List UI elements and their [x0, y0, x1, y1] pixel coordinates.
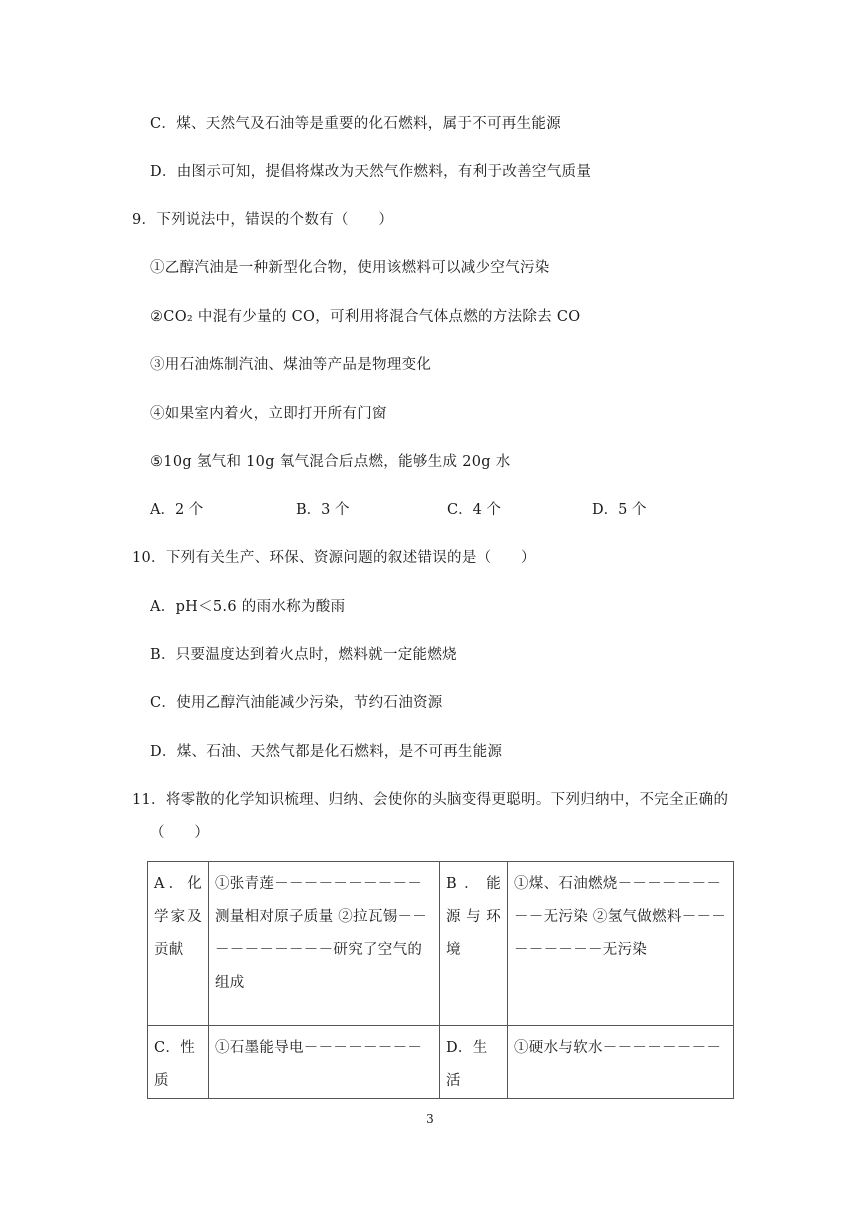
page-number: 3 — [426, 1112, 434, 1126]
q10-option-b: B．只要温度达到着火点时，燃料就一定能燃烧 — [150, 647, 457, 663]
q10-option-d: D．煤、石油、天然气都是化石燃料，是不可再生能源 — [150, 744, 503, 760]
q9-item-3: ③用石油炼制汽油、煤油等产品是物理变化 — [150, 357, 432, 373]
q9-option-d: D．5 个 — [592, 502, 647, 518]
q9-item-2: ②CO₂ 中混有少量的 CO，可利用将混合气体点燃的方法除去 CO — [150, 309, 581, 325]
cell-a-heading: A．化学家及贡献 — [148, 862, 209, 1026]
question-11-stem-cont: （ ） — [150, 825, 210, 841]
cell-c-heading: C．性质 — [148, 1026, 209, 1099]
question-9-stem: 9．下列说法中，错误的个数有（ ） — [132, 212, 394, 228]
q9-option-c: C．4 个 — [447, 502, 501, 518]
cell-d-body: ①硬水与软水－－－－－－－－ — [508, 1026, 734, 1099]
question-11-stem: 11．将零散的化学知识梳理、归纳、会使你的头脑变得更聪明。下列归纳中，不完全正确的 — [132, 792, 729, 808]
cell-d-heading: D．生活 — [440, 1026, 508, 1099]
q9-item-1: ①乙醇汽油是一种新型化合物，使用该燃料可以减少空气污染 — [150, 260, 550, 276]
option-d-prev: D．由图示可知，提倡将煤改为天然气作燃料，有利于改善空气质量 — [150, 164, 592, 180]
q10-option-a: A．pH＜5.6 的雨水称为酸雨 — [150, 599, 346, 615]
cell-b-heading: B．能源与环境 — [440, 862, 508, 1026]
q10-option-c: C．使用乙醇汽油能减少污染，节约石油资源 — [150, 695, 443, 711]
q11-table — [147, 861, 734, 1099]
q9-item-5: ⑤10g 氢气和 10g 氧气混合后点燃，能够生成 20g 水 — [150, 454, 511, 470]
cell-b-body: ①煤、石油燃烧－－－－－－－－－无污染 ②氢气做燃料－－－－－－－－－无污染 — [508, 862, 734, 1026]
q9-option-b: B．3 个 — [296, 502, 350, 518]
cell-a-body: ①张青莲－－－－－－－－－－测量相对原子质量 ②拉瓦锡－－－－－－－－－－研究了空气的组成 — [209, 862, 440, 1026]
q9-item-4: ④如果室内着火，立即打开所有门窗 — [150, 406, 387, 422]
option-c-prev: C．煤、天然气及石油等是重要的化石燃料，属于不可再生能源 — [150, 116, 561, 132]
cell-c-body: ①石墨能导电－－－－－－－－ — [209, 1026, 440, 1099]
q9-option-a: A．2 个 — [150, 502, 204, 518]
question-10-stem: 10．下列有关生产、环保、资源问题的叙述错误的是（ ） — [132, 550, 536, 566]
